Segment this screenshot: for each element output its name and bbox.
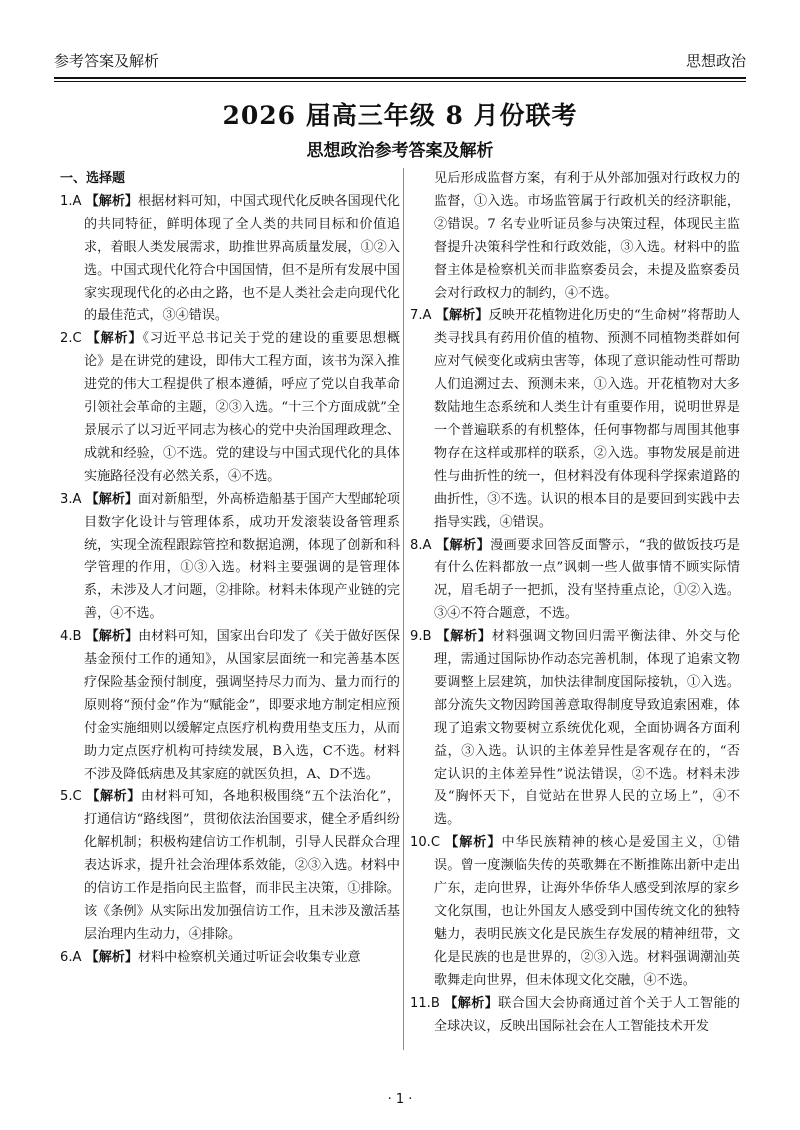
answer-item [410,305,740,534]
answer-explanation: 联合国大会协商通过首个关于人工智能的全球决议，反映出国际社会在人工智能技术开发 [434,995,741,1034]
header-subject-text: 思想政治 [685,51,746,70]
answer-item [60,786,400,946]
answer-number: 7.A [410,308,436,324]
answer-item [410,993,740,1039]
analysis-tag: 【解析】 [85,193,139,209]
right-column [410,168,740,1038]
page-number: · 1 · [387,1092,413,1107]
answer-number: 1.A [60,193,86,209]
analysis-tag: 【解析】 [435,308,489,324]
answer-explanation: 材料强调文物回归需平衡法律、外交与伦理，需通过国际协作动态完善机制，体现了追索文物要调整上层建筑，加快法律制度国际接轨，①入选。部分流失文物因跨国善意取得制度导致追索困难，体现了追索文物要树立系统优化观，全面协调各方面利益，③入选。认识的主体差异性是客观存在的，“否定认识的主体差异性”说法错误，②不选。材料未涉及“胸怀天下，自觉站在世界人民的立场上”，④不选。 [434,629,741,828]
answer-number: 11.B [410,995,445,1011]
answer-explanation: 由材料可知，国家出台印发了《关于做好医保基金预付工作的通知》，从国家层面统一和完善基本医疗保险基金预付制度，强调坚持尽力而为、量力而行的原则将“预付金”作为“赋能金”，即要求地方制定相应预付金实施细则以缓解定点医疗机构费用垫支压力，从而助力定点医疗机构可持续发展，B入选，C不选。材料不涉及降低病患及其家庭的就医负担，A、D不选。 [84,629,401,782]
answer-item [410,832,740,992]
answer-explanation: 材料中检察机关通过听证会收集专业意 [138,949,361,965]
analysis-tag: 【解析】 [86,789,141,805]
analysis-tag: 【解析】 [85,949,138,965]
analysis-tag: 【解析】 [436,629,492,645]
header-rule [54,77,746,79]
answer-item [60,328,400,488]
answer-number: 5.C [60,789,87,805]
answer-number: 9.B [410,629,437,645]
answer-item [60,489,400,626]
answer-item [60,191,400,328]
answer-explanation: 根据材料可知，中国式现代化反映各国现代化的共同特征，鲜明体现了全人类的共同目标和价值追求，着眼人类发展需求，助推世界高质量发展，①②入选。中国式现代化符合中国国情，但不是所有发展中国家实现现代化的必由之路，也不是人类社会走向现代化的最佳范式，③④错误。 [84,193,401,324]
header-rule-thin [54,81,746,82]
analysis-tag: 【解析】 [436,537,491,553]
answer-number: 8.A [410,537,437,553]
answer-number: 3.A [60,491,86,507]
answer-explanation: 漫画要求回答反面警示，“我的做饭技巧是有什么佐料都放一点”讽刺一些人做事情不顾实际情况，眉毛胡子一把抓，没有坚持重点论，①②入选。③④不符合题意，不选。 [434,537,740,622]
answer-number: 10.C [410,835,446,851]
answer-continuation: 见后形成监督方案，有利于从外部加强对行政权力的监督，①入选。市场监管属于行政机关的经济职能，②错误。7 名专业听证员参与决策过程，体现民主监督提升决策科学性和行政效能，③入选。材料中的监督主体是检察机关而非监察委员会，未提及监察委员会对行政权力的制约，④不选。 [434,171,740,301]
answer-number: 6.A [60,949,86,965]
analysis-tag: 【解析】 [85,491,139,507]
answer-item [410,535,740,627]
analysis-tag: 【解析】 [86,331,143,347]
section-title: 一、选择题 [60,171,126,186]
answer-item [60,626,400,786]
right-answer-list [410,168,740,1038]
answer-explanation: 面对新船型，外高桥造船基于国产大型邮轮项目数字化设计与管理体系，成功开发滚装设备管理系统，实现全流程跟踪管控和数据追溯，体现了创新和科学管理的作用，①③入选。材料主要强调的是管理体系，未涉及人才问题，②排除。材料未体现产业链的完善，④不选。 [84,491,401,622]
answer-explanation: 《习近平总书记关于党的建设的重要思想概论》是在讲党的建设，即伟大工程方面，该书为深入推进党的伟大工程提供了根本遵循，呼应了党以自我革命引领社会革命的主题，②③入选。“十三个方面成就”全景展示了以习近平同志为核心的党中央治国理政理念、成就和经验，①不选。党的建设与中国式现代化的具体实施路径没有必然关系，④不选。 [84,331,400,484]
exam-subtitle: 思想政治参考答案及解析 [306,141,494,161]
header-left-text: 参考答案及解析 [54,51,160,70]
answer-explanation: 反映开花植物进化历史的“生命树”将帮助人类寻找具有药用价值的植物、预测不同植物类群如何应对气候变化或病虫害等，体现了意识能动性可帮助人们追溯过去、预测未来，①入选。开花植物对大多数陆地生态系统和人类生计有重要作用，说明世界是一个普遍联系的有机整体，任何事物都与周围其他事物存在这样或那样的联系，②入选。事物发展是前进性与曲折性的统一，但材料没有体现科学探索道路的曲折性，③不选。认识的根本目的是要回到实践中去指导实践，④错误。 [434,308,740,530]
answer-number: 2.C [60,331,87,347]
answer-item [60,947,400,970]
answer-explanation: 由材料可知，各地积极围绕“五个法治化”，打通信访“路线图”，贯彻依法治国要求，健全矛盾纠纷化解机制；积极构建信访工作机制，引导人民群众合理表达诉求，提升社会治理体系效能，②③入选。材料中的信访工作是指向民主监督，而非民主决策，①排除。该《条例》从实际出发加强信访工作，且未涉及激活基层治理内生动力，④排除。 [84,789,400,942]
left-column [60,168,400,970]
column-divider [403,168,404,1050]
analysis-tag: 【解析】 [85,629,139,645]
exam-title: 2026 届高三年级 8 月份联考 [222,101,578,130]
answer-number: 4.B [60,629,86,645]
left-answer-list [60,191,400,970]
answer-explanation: 中华民族精神的核心是爱国主义，①错误。曾一度濒临失传的英歌舞在不断推陈出新中走出广东，走向世界，让海外华侨华人感受到浓厚的家乡文化氛围，也让外国友人感受到中国传统文化的独特魅力，表明民族文化是民族生存发展的精神纽带，文化是民族的也是世界的，②③入选。材料强调潮汕英歌舞走向世界，但未体现文化交融，④不选。 [434,835,740,988]
answer-item [410,626,740,832]
running-header [54,44,746,76]
analysis-tag: 【解析】 [445,835,502,851]
analysis-tag: 【解析】 [444,995,499,1011]
